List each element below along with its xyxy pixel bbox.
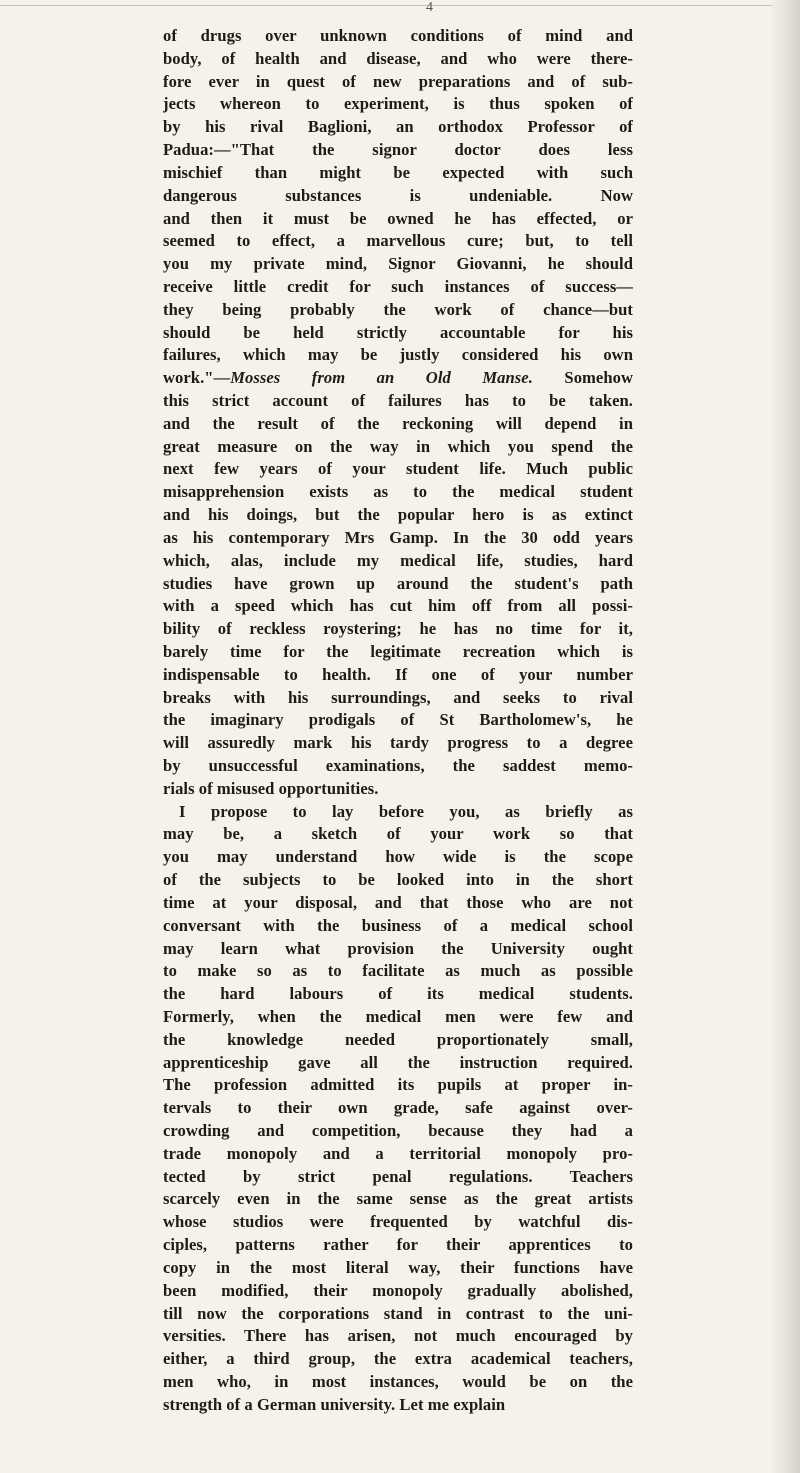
body-text — [163, 25, 633, 1417]
text-line: versities. There has arisen, not much encouraged by — [163, 1326, 633, 1346]
text-line: fore ever in quest of new preparations and of sub- — [163, 71, 633, 91]
text-line: whose studios were frequented by watchful dis- — [163, 1212, 633, 1232]
text-line: tervals to their own grade, safe against over- — [163, 1098, 633, 1118]
text-line: the knowledge needed proportionately small, — [163, 1029, 633, 1049]
text-line: crowding and competition, because they had a — [163, 1121, 633, 1140]
text-line: till now the corporations stand in contrast to the uni- — [163, 1303, 633, 1323]
text-line: failures, which may be justly considered his own — [163, 345, 633, 365]
text-line: indispensable to health. If one of your number — [163, 664, 633, 684]
paragraph-1 — [163, 25, 633, 801]
text-line: mischief than might be expected with such — [163, 162, 633, 182]
text-line: either, a third group, the extra academical teachers, — [163, 1349, 633, 1369]
citation-title: Mosses from an Old Manse. — [230, 368, 533, 388]
quote-end: work."— — [163, 368, 231, 388]
text-line: may learn what provision the University ought — [163, 938, 633, 958]
page-number: 4 — [426, 0, 433, 15]
paragraph-2 — [163, 801, 633, 1417]
text-line: misapprehension exists as to the medical student — [163, 482, 633, 502]
text-line: and his doings, but the popular hero is as extinct — [163, 505, 633, 525]
text-line: strength of a German university. Let me explain — [163, 1394, 506, 1414]
text-line: seemed to effect, a marvellous cure; but, to tell — [163, 231, 633, 251]
text-line: jects whereon to experiment, is thus spoken of — [163, 94, 633, 114]
text-line: dangerous substances is undeniable. Now — [163, 185, 633, 205]
text-line: next few years of your student life. Much public — [163, 459, 633, 479]
text-line: by his rival Baglioni, an orthodox Professor of — [163, 117, 633, 137]
text-line: conversant with the business of a medical school — [163, 915, 633, 935]
text-line: will assuredly mark his tardy progress to a degree — [163, 733, 633, 753]
text-line: the hard labours of its medical students. — [163, 984, 633, 1004]
text-line: body, of health and disease, and who were there- — [163, 48, 633, 68]
text-line: with a speed which has cut him off from all possi- — [163, 596, 633, 616]
text-line: been modified, their monopoly gradually abolished, — [163, 1280, 633, 1300]
text-line: Formerly, when the medical men were few and — [163, 1006, 633, 1026]
text-line: barely time for the legitimate recreation which is — [163, 641, 633, 661]
text-line: of the subjects to be looked into in the short — [163, 870, 633, 890]
text-line: great measure on the way in which you spend the — [163, 436, 633, 456]
text-line: breaks with his surroundings, and seeks to rival — [163, 687, 633, 707]
text-line: they being probably the work of chance—but — [163, 299, 633, 319]
text-line: you my private mind, Signor Giovanni, he should — [163, 254, 633, 274]
text-line: you may understand how wide is the scope — [163, 847, 633, 867]
text-line: which, alas, include my medical life, studies, hard — [163, 550, 633, 570]
text-line: trade monopoly and a territorial monopoly pro- — [163, 1143, 633, 1163]
text-line: the imaginary prodigals of St Bartholomew's, he — [163, 710, 633, 730]
text-line: and then it must be owned he has effected, or — [163, 208, 633, 228]
text-line: receive little credit for such instances of success— — [163, 276, 633, 296]
text-line: ciples, patterns rather for their apprentices to — [163, 1235, 633, 1255]
text-line: this strict account of failures has to be taken. — [163, 391, 633, 410]
text-line: copy in the most literal way, their functions have — [163, 1257, 633, 1277]
text-line: studies have grown up around the student's path — [163, 573, 633, 593]
text-line: scarcely even in the same sense as the great artists — [163, 1189, 633, 1209]
text-line: rials of misused opportunities. — [163, 778, 379, 798]
text-line: bility of reckless roystering; he has no time for it, — [163, 619, 633, 639]
text-line: tected by strict penal regulations. Teachers — [163, 1166, 633, 1186]
text-line: The profession admitted its pupils at proper in- — [163, 1075, 633, 1095]
text-line: by unsuccessful examinations, the saddest memo- — [163, 756, 633, 775]
text-line: Padua:—"That the signor doctor does less — [163, 140, 633, 160]
text-line: of drugs over unknown conditions of mind and — [163, 26, 633, 45]
text-line: I propose to lay before you, as briefly as — [179, 801, 633, 821]
text-line: apprenticeship gave all the instruction required. — [163, 1052, 633, 1072]
text-line: time at your disposal, and that those who are not — [163, 892, 633, 912]
text-line: men who, in most instances, would be on the — [163, 1371, 633, 1391]
page-binding-edge — [772, 0, 800, 1473]
text-line: and the result of the reckoning will depend in — [163, 413, 633, 433]
text-line: as his contemporary Mrs Gamp. In the 30 odd years — [163, 527, 633, 547]
text-line: may be, a sketch of your work so that — [163, 824, 633, 844]
citation-tail: Somehow — [532, 368, 633, 388]
text-line: to make so as to facilitate as much as possible — [163, 961, 633, 981]
text-line — [163, 367, 633, 390]
text-line: should be held strictly accountable for his — [163, 322, 633, 342]
page-top-rule — [0, 5, 796, 6]
